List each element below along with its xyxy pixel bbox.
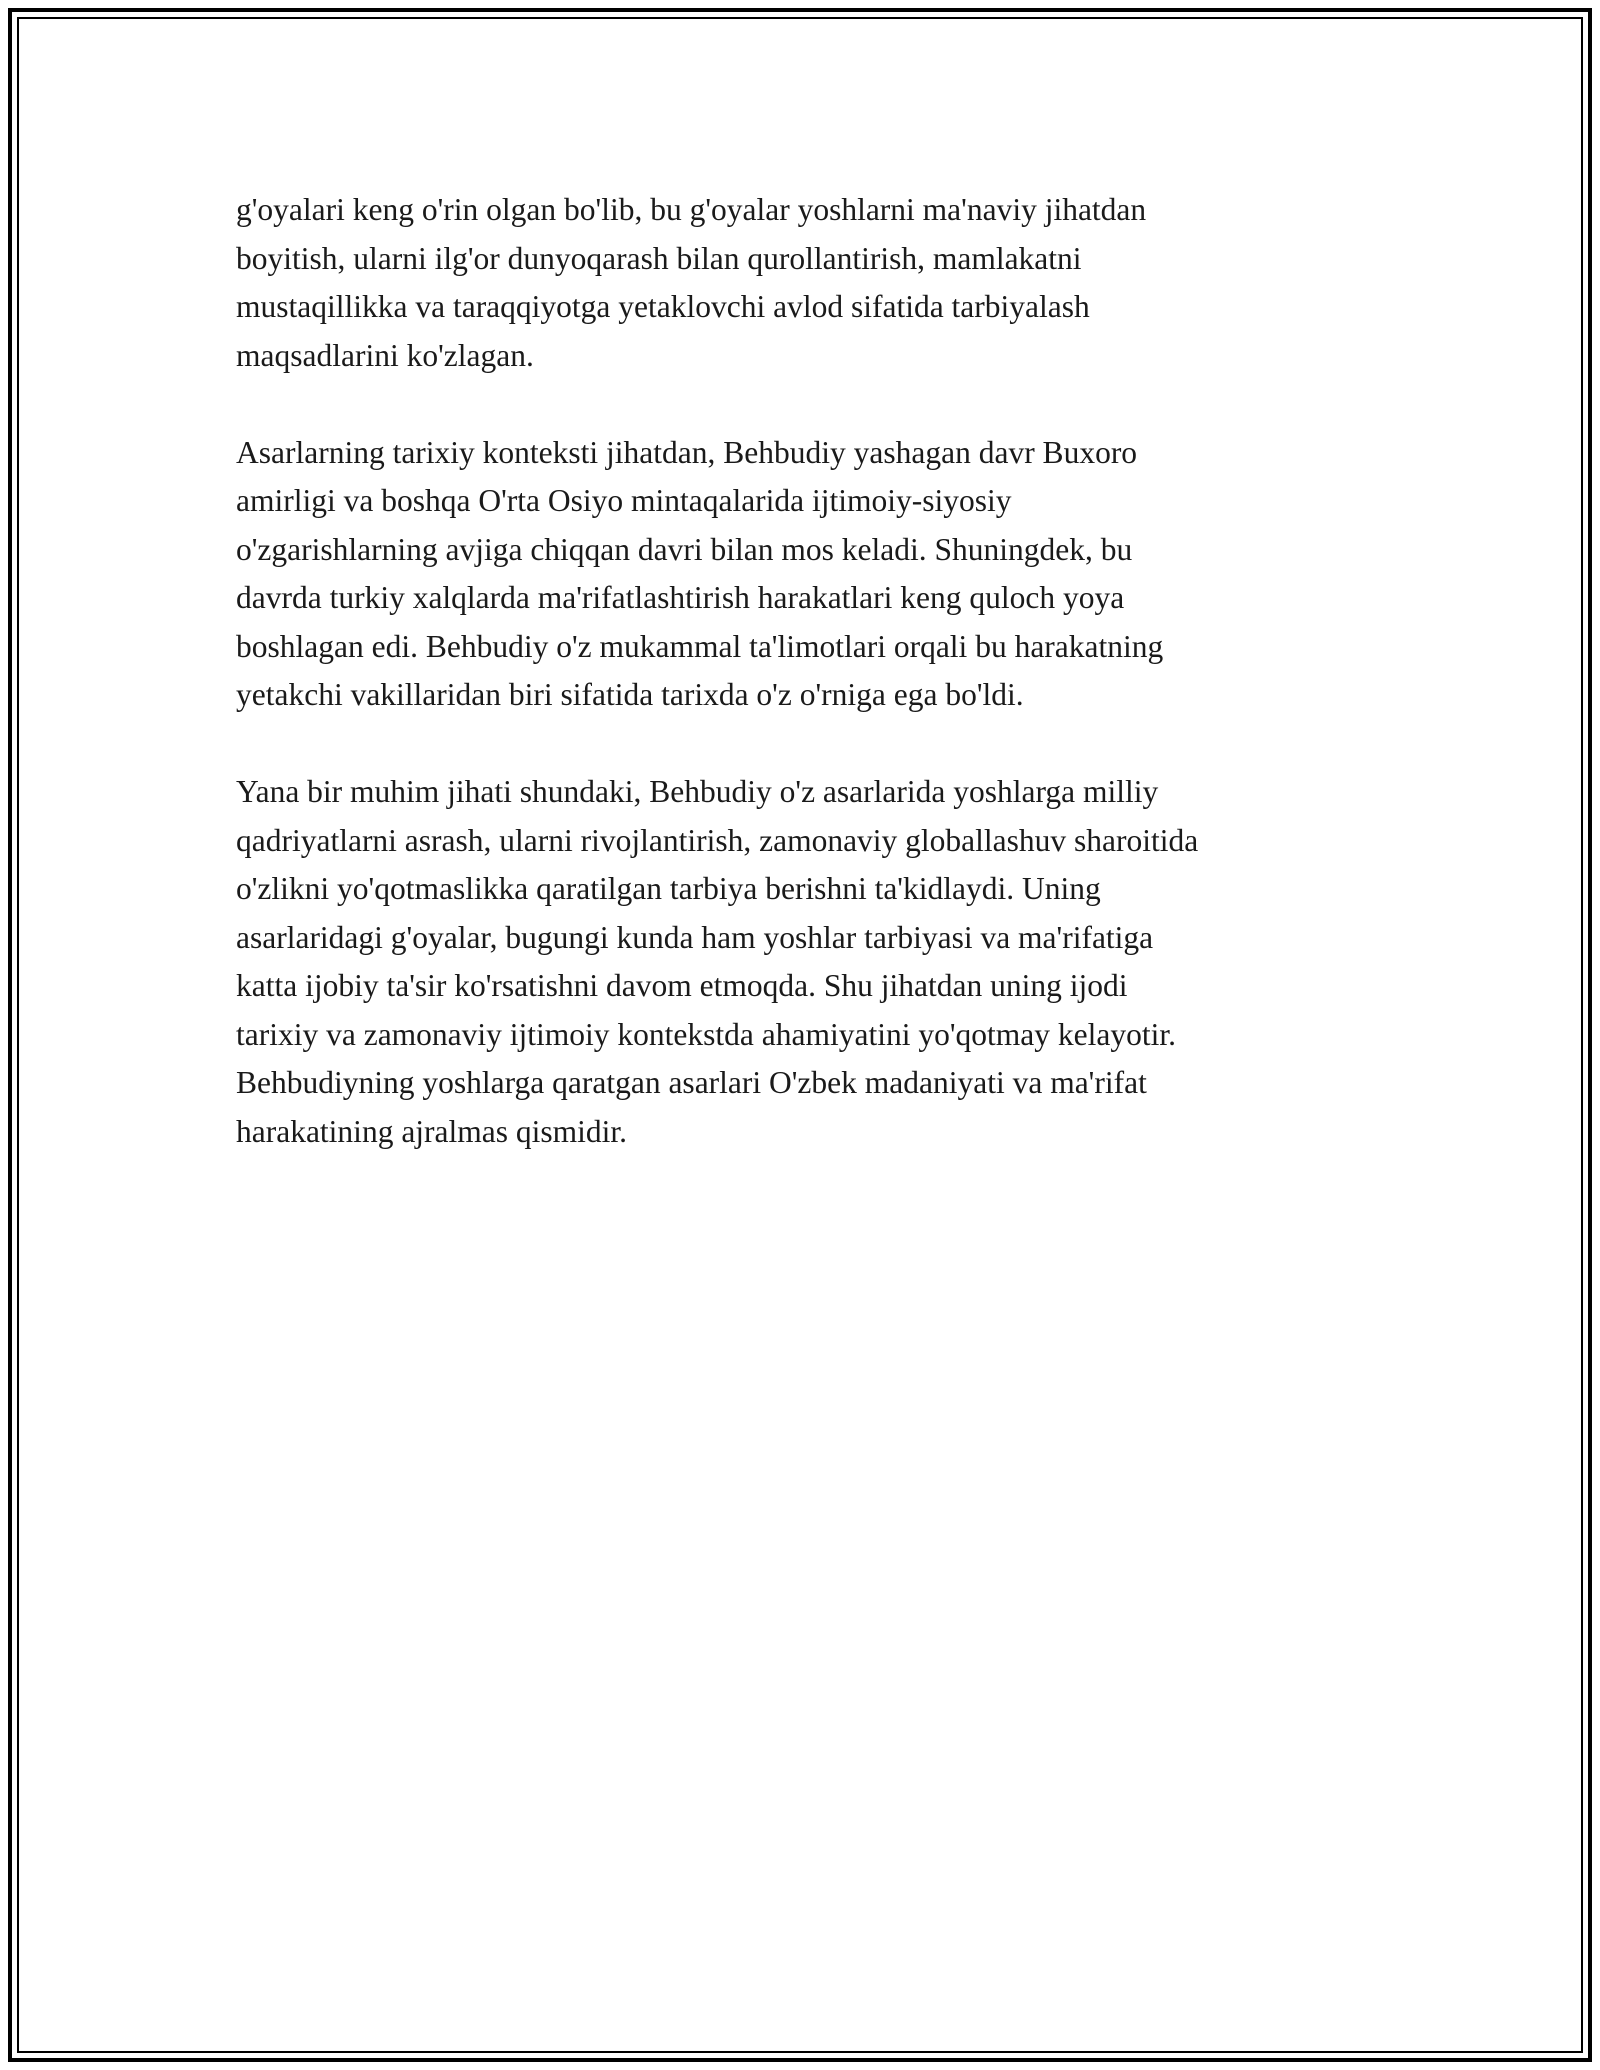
- text-line: davrda turkiy xalqlarda ma'rifatlashtirish harakatlari keng quloch yoya: [236, 580, 1125, 615]
- text-line: o'zlikni yo'qotmaslikka qaratilgan tarbiya berishni ta'kidlaydi. Uning: [236, 871, 1101, 906]
- text-line: boshlagan edi. Behbudiy o'z mukammal ta'limotlari orqali bu harakatning: [236, 628, 1164, 664]
- text-line: amirligi va boshqa O'rta Osiyo mintaqalarida ijtimoiy-siyosiy: [236, 483, 1012, 518]
- text-line: Yana bir muhim jihati shundaki, Behbudiy o'z asarlarida yoshlarga milliy: [236, 774, 1159, 809]
- text-line: Asarlarning tarixiy konteksti jihatdan, Behbudiy yashagan davr Buxoro: [236, 434, 1138, 470]
- text-line: harakatining ajralmas qismidir.: [236, 1113, 628, 1149]
- text-line: g'oyalari keng o'rin olgan bo'lib, bu g'oyalar yoshlarni ma'naviy jihatdan: [236, 192, 1147, 227]
- text-line: Behbudiyning yoshlarga qaratgan asarlari O'zbek madaniyati va ma'rifat: [236, 1065, 1147, 1100]
- document-body: [236, 186, 1376, 1205]
- text-line: asarlaridagi g'oyalar, bugungi kunda ham yoshlar tarbiyasi va ma'rifatiga: [236, 919, 1154, 955]
- text-line: yetakchi vakillaridan biri sifatida tarixda o'z o'rniga ega bo'ldi.: [236, 677, 1024, 712]
- paragraph-1: [236, 186, 1376, 380]
- text-line: o'zgarishlarning avjiga chiqqan davri bilan mos keladi. Shuningdek, bu: [236, 531, 1133, 567]
- paragraph-2: [236, 429, 1376, 720]
- text-line: mustaqillikka va taraqqiyotga yetaklovchi avlod sifatida tarbiyalash: [236, 289, 1090, 324]
- text-line: maqsadlarini ko'zlagan.: [236, 337, 534, 373]
- text-line: qadriyatlarni asrash, ularni rivojlantirish, zamonaviy globallashuv sharoitida: [236, 822, 1199, 858]
- paragraph-3: [236, 768, 1376, 1156]
- text-line: boyitish, ularni ilg'or dunyoqarash bilan qurollantirish, mamlakatni: [236, 240, 1082, 276]
- text-line: tarixiy va zamonaviy ijtimoiy kontekstda ahamiyatini yo'qotmay kelayotir.: [236, 1016, 1176, 1052]
- text-line: katta ijobiy ta'sir ko'rsatishni davom etmoqda. Shu jihatdan uning ijodi: [236, 968, 1128, 1003]
